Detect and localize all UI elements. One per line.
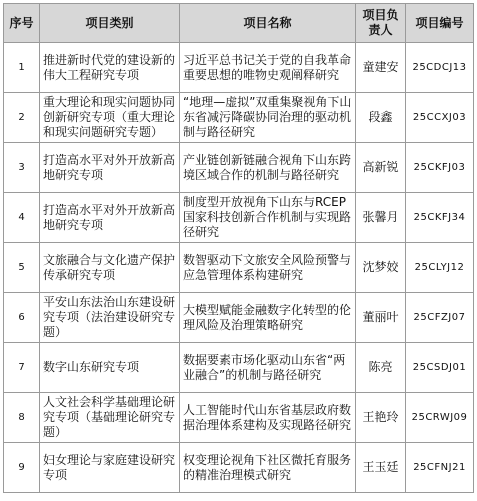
table-row: [4, 243, 474, 293]
table-row: [4, 193, 474, 243]
cell-no: 6: [4, 293, 40, 343]
cell-code: 25CFZJ07: [406, 293, 474, 343]
cell-name: 产业链创新链融合视角下山东跨境区域合作的机制与路径研究: [180, 143, 356, 193]
cell-name: 权变理论视角下社区微托育服务的精准治理模式研究: [180, 443, 356, 493]
cell-code: 25CDCJ13: [406, 43, 474, 93]
cell-code: 25CFNJ21: [406, 443, 474, 493]
header-row: [4, 4, 474, 43]
cell-name: 人工智能时代山东省基层政府数据治理体系建构及实现路径研究: [180, 393, 356, 443]
table-row: [4, 143, 474, 193]
cell-leader: 段鑫: [356, 93, 406, 143]
cell-leader: 董丽叶: [356, 293, 406, 343]
cell-code: 25CKFJ34: [406, 193, 474, 243]
cell-leader: 王玉廷: [356, 443, 406, 493]
cell-category: 平安山东法治山东建设研究专项（法治建设研究专题）: [40, 293, 180, 343]
cell-leader: 陈亮: [356, 343, 406, 393]
project-table: [3, 3, 474, 493]
table-row: [4, 293, 474, 343]
header-no: 序号: [4, 4, 40, 43]
cell-category: 打造高水平对外开放新高地研究专项: [40, 143, 180, 193]
table-row: [4, 443, 474, 493]
cell-category: 推进新时代党的建设新的伟大工程研究专项: [40, 43, 180, 93]
cell-leader: 沈梦姣: [356, 243, 406, 293]
header-leader: 项目负责人: [356, 4, 406, 43]
cell-category: 打造高水平对外开放新高地研究专项: [40, 193, 180, 243]
cell-code: 25CRWJ09: [406, 393, 474, 443]
cell-no: 9: [4, 443, 40, 493]
cell-category: 数字山东研究专项: [40, 343, 180, 393]
cell-category: 妇女理论与家庭建设研究专项: [40, 443, 180, 493]
cell-name: 数智驱动下文旅安全风险预警与应急管理体系构建研究: [180, 243, 356, 293]
cell-code: 25CCXJ03: [406, 93, 474, 143]
cell-no: 1: [4, 43, 40, 93]
header-code: 项目编号: [406, 4, 474, 43]
cell-code: 25CSDJ01: [406, 343, 474, 393]
cell-category: 人文社会科学基础理论研究专项（基础理论研究专题）: [40, 393, 180, 443]
table-row: [4, 43, 474, 93]
cell-code: 25CLYJ12: [406, 243, 474, 293]
cell-no: 7: [4, 343, 40, 393]
table-container: [3, 3, 474, 493]
cell-no: 3: [4, 143, 40, 193]
table-row: [4, 393, 474, 443]
cell-no: 2: [4, 93, 40, 143]
cell-name: 大模型赋能金融数字化转型的伦理风险及治理策略研究: [180, 293, 356, 343]
cell-leader: 张馨月: [356, 193, 406, 243]
cell-category: 文旅融合与文化遗产保护传承研究专项: [40, 243, 180, 293]
cell-no: 4: [4, 193, 40, 243]
cell-no: 8: [4, 393, 40, 443]
cell-name: 制度型开放视角下山东与RCEP国家科技创新合作机制与实现路径研究: [180, 193, 356, 243]
header-name: 项目名称: [180, 4, 356, 43]
cell-code: 25CKFJ03: [406, 143, 474, 193]
cell-leader: 王艳玲: [356, 393, 406, 443]
cell-category: 重大理论和现实问题协同创新研究专项（重大理论和现实问题研究专题）: [40, 93, 180, 143]
cell-name: 习近平总书记关于党的自我革命重要思想的唯物史观阐释研究: [180, 43, 356, 93]
cell-name: “地理—虚拟”双重集聚视角下山东省减污降碳协同治理的驱动机制与路径研究: [180, 93, 356, 143]
header-category: 项目类别: [40, 4, 180, 43]
cell-no: 5: [4, 243, 40, 293]
table-row: [4, 93, 474, 143]
cell-name: 数据要素市场化驱动山东省“两业融合”的机制与路径研究: [180, 343, 356, 393]
table-row: [4, 343, 474, 393]
cell-leader: 高新锐: [356, 143, 406, 193]
cell-leader: 童建安: [356, 43, 406, 93]
